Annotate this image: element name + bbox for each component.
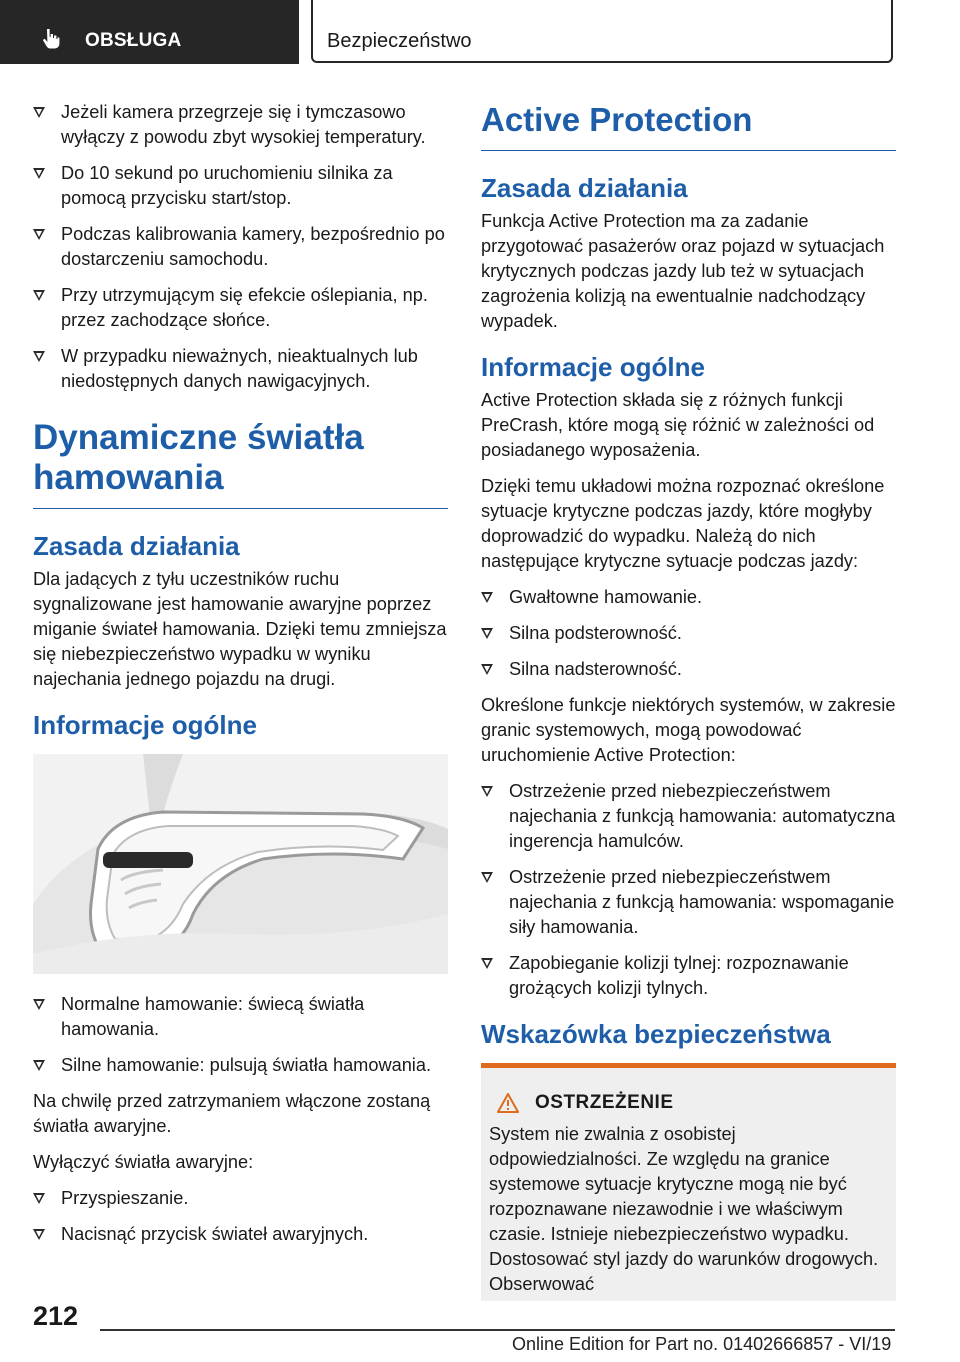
left-column xyxy=(33,100,448,1258)
list-item: Silne hamowanie: pulsują światła hamowania. xyxy=(33,1053,448,1078)
bullet-triangle-icon xyxy=(33,229,45,240)
list-item: Jeżeli kamera przegrzeje się i tymczasowo wyłączy z powodu zbyt wysokiej temperatury. xyxy=(33,100,448,150)
list-item: Podczas kalibrowania kamery, bezpośrednio po dostarczeniu samochodu. xyxy=(33,222,448,272)
bullet-triangle-icon xyxy=(481,958,493,969)
list-item: Silna podsterowność. xyxy=(481,621,896,646)
list-item: Przyspieszanie. xyxy=(33,1186,448,1211)
list-item: W przypadku nieważnych, nieaktualnych lub niedostępnych danych nawigacyjnych. xyxy=(33,344,448,394)
list-item: Przy utrzymującym się efekcie oślepiania, np. przez zachodzące słońce. xyxy=(33,283,448,333)
principle-text: Funkcja Active Protection ma za zadanie przygotować pasażerów oraz pojazd w sytuacjach krytycznych podczas jazdy lub też w sytuacjach zagrożenia kolizją na ewentualnie nadchodzący wypadek. xyxy=(481,211,885,331)
list-item: Do 10 sekund po uruchomieniu silnika za pomocą przycisku start/stop. xyxy=(33,161,448,211)
taillight-image xyxy=(33,754,448,974)
subheading-principle: Zasada działania xyxy=(481,173,688,203)
info-text: Active Protection składa się z różnych funkcji PreCrash, które mogą się różnić w zależności od posiadanego wyposażenia. xyxy=(481,390,875,460)
bullet-triangle-icon xyxy=(33,290,45,301)
bullet-triangle-icon xyxy=(481,872,493,883)
bullet-triangle-icon xyxy=(33,999,45,1010)
info-text: Dzięki temu układowi można rozpoznać określone sytuacje krytyczne podczas jazdy, które mogłyby doprowadzić do wypadku. Należą do nich następujące krytyczne sytuacje podczas jazdy: xyxy=(481,476,885,571)
list-item: Silna nadsterowność. xyxy=(481,657,896,682)
warning-title: OSTRZEŻENIE xyxy=(535,1092,674,1113)
subheading-principle: Zasada działania xyxy=(33,531,240,561)
hand-pointer-icon xyxy=(40,27,62,49)
bullet-triangle-icon xyxy=(481,628,493,639)
hazard-text: Na chwilę przed zatrzymaniem włączone zostaną światła awaryjne. xyxy=(33,1091,431,1136)
list-item: Nacisnąć przycisk świateł awaryjnych. xyxy=(33,1222,448,1247)
principle-text: Dla jadących z tyłu uczestników ruchu sygnalizowane jest hamowanie awaryjne poprzez miganie świateł hamowania. Dzięki temu zmniejsza się niebezpieczeństwo wypadku w wyniku najechania jednego pojazdu na drugi. xyxy=(33,569,447,689)
footer-divider xyxy=(100,1329,895,1331)
section-title: OBSŁUGA xyxy=(85,30,182,51)
subheading-safety: Wskazówka bezpieczeństwa xyxy=(481,1019,831,1049)
taillight-illustration xyxy=(33,754,448,974)
list-item: Ostrzeżenie przed niebezpieczeństwem najechania z funkcją hamowania: wspomaganie siły hamowania. xyxy=(481,865,896,940)
right-column xyxy=(481,100,896,1301)
section-tab xyxy=(0,0,299,64)
section-heading: Active Protection xyxy=(481,100,896,151)
bullet-triangle-icon xyxy=(33,1060,45,1071)
info-text: Określone funkcje niektórych systemów, w zakresie granic systemowych, mogą powodować uruchomienie Active Protection: xyxy=(481,695,896,765)
chapter-tab xyxy=(311,0,893,63)
bullet-triangle-icon xyxy=(33,351,45,362)
warning-header xyxy=(497,1092,888,1114)
chapter-title: Bezpieczeństwo xyxy=(327,30,472,52)
warning-box xyxy=(481,1063,896,1301)
footer-edition: Online Edition for Part no. 01402666857 - VI/19 xyxy=(512,1334,892,1354)
bullet-triangle-icon xyxy=(33,1229,45,1240)
list-item: Normalne hamowanie: świecą światła hamowania. xyxy=(33,992,448,1042)
warning-text: System nie zwalnia z osobistej odpowiedzialności. Ze względu na granice systemowe sytuacje krytyczne mogą nie być rozpoznawane niezawodnie i we właściwym czasie. Istnieje niebezpieczeństwo wypadku. Dostosować styl jazdy do warunków drogowych. Obserwować xyxy=(489,1124,879,1294)
bullet-triangle-icon xyxy=(481,786,493,797)
subheading-info: Informacje ogólne xyxy=(33,710,257,740)
section-heading: Dynamiczne światła hamowania xyxy=(33,418,448,509)
bullet-triangle-icon xyxy=(481,592,493,603)
page-number: 212 xyxy=(33,1301,79,1331)
list-item: Gwałtowne hamowanie. xyxy=(481,585,896,610)
list-item: Zapobieganie kolizji tylnej: rozpoznawanie grożących kolizji tylnych. xyxy=(481,951,896,1001)
disable-text: Wyłączyć światła awaryjne: xyxy=(33,1152,254,1172)
bullet-triangle-icon xyxy=(481,664,493,675)
warning-triangle-icon xyxy=(497,1093,519,1113)
bullet-triangle-icon xyxy=(33,107,45,118)
bullet-triangle-icon xyxy=(33,1193,45,1204)
bullet-triangle-icon xyxy=(33,168,45,179)
subheading-info: Informacje ogólne xyxy=(481,352,705,382)
list-item: Ostrzeżenie przed niebezpieczeństwem najechania z funkcją hamowania: automatyczna ingerencja hamulców. xyxy=(481,779,896,854)
